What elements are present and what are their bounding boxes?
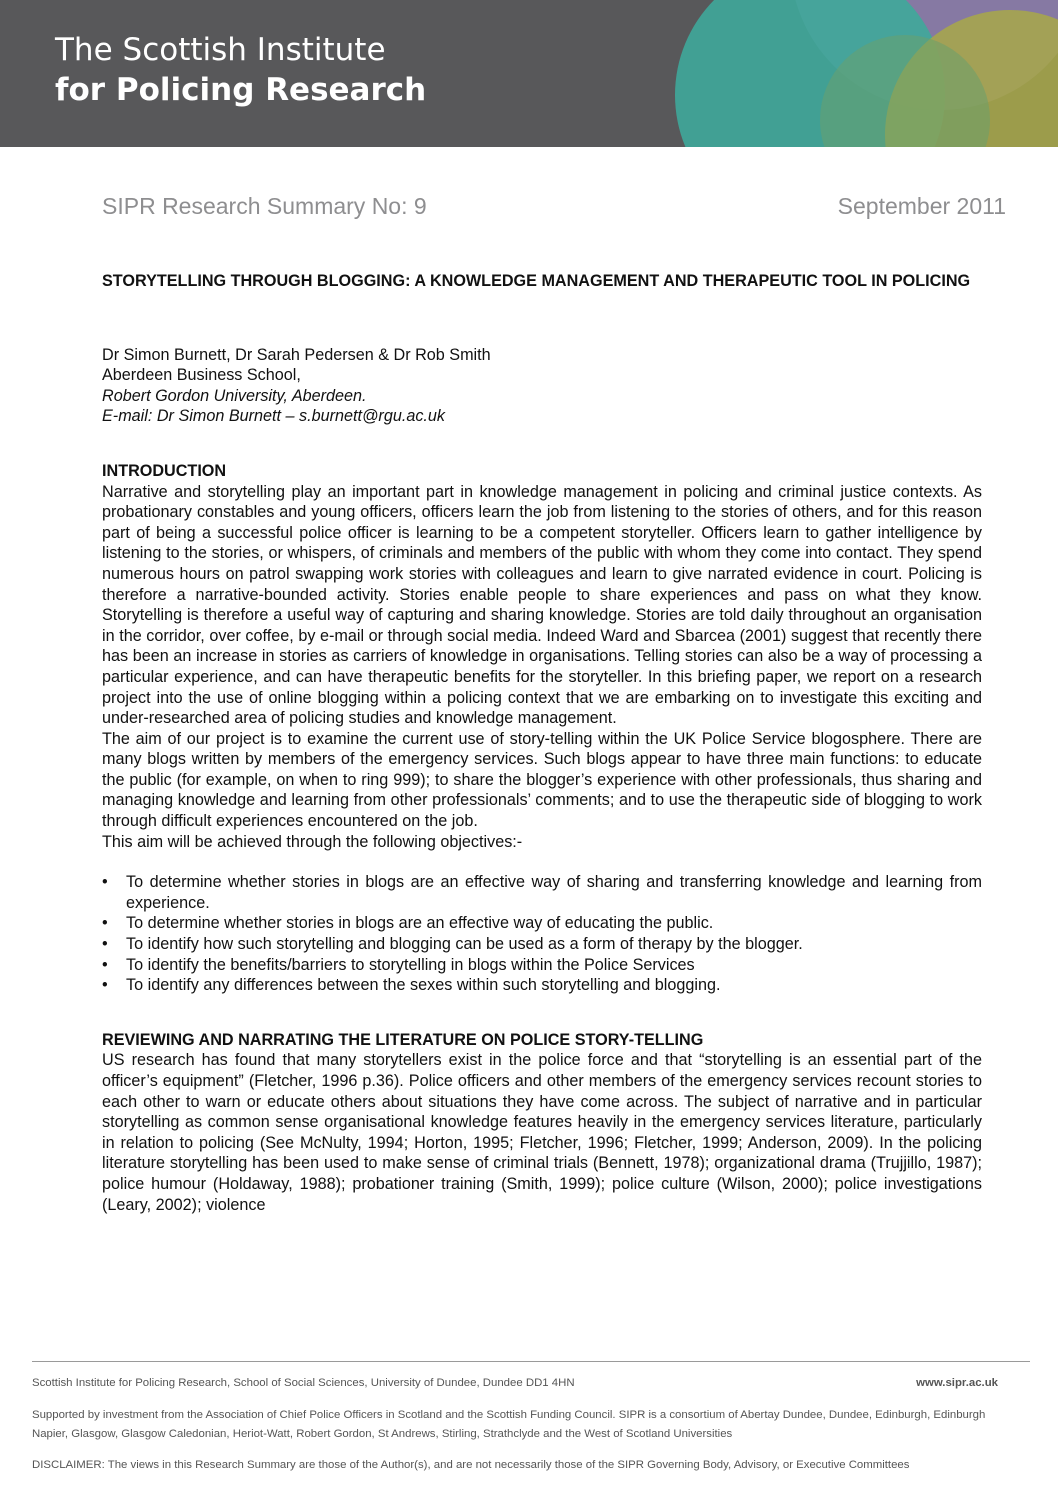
author-school: Aberdeen Business School, [102,366,301,385]
bullet-icon: • [102,914,108,933]
summary-meta [102,193,1006,220]
org-name-line1: The Scottish Institute [55,32,386,68]
series-number: SIPR Research Summary No: 9 [102,193,427,219]
header-banner [0,0,1058,147]
footer-address-row [32,1374,998,1393]
org-name-line2: for Policing Research [55,72,427,108]
list-item: • To identify the benefits/barriers to storytelling in blogs within the Police Services [102,955,695,974]
document-title: STORYTELLING THROUGH BLOGGING: A KNOWLEDGE MANAGEMENT AND THERAPEUTIC TOOL IN POLICING [102,272,971,290]
list-item: • To determine whether stories in blogs are an effective way of sharing and transferring knowledge and learning from experience. [102,873,982,912]
footer-url-link[interactable]: www.sipr.ac.uk [916,1377,998,1389]
intro-paragraph-1: Narrative and storytelling play an important part in knowledge management in policing and criminal justice contexts. As probationary constables and young officers, officers learn the job from listening to the stories of others, and for this reason part of being a successful police officer is learning to be a competent storyteller. Officers learn to gather intelligence by listening to the stories, or whispers, of criminals and members of the public with whom they come into contact. They spend numerous hours on patrol swapping work stories with colleagues and learn to give narrated evidence in court. Policing is therefore a narrative-bounded activity. Stories enable people to share experiences and pass on what they know. Storytelling is therefore a useful way of capturing and sharing knowledge. Stories are told daily throughout an organisation in the corridor, over coffee, by e-mail or through social media. Indeed Ward and Sbarcea (2001) suggest that recently there has been an increase in stories as carriers of knowledge in organisations. Telling stories can also be a way of processing a particular experience, and can have therapeutic benefits for the storyteller. In this briefing paper, we report on a research project into the use of online blogging within a policing context that we are embarking on to investigate this exciting and under-researched area of policing studies and knowledge management. [102,482,982,728]
bullet-icon: • [102,955,108,974]
org-name [55,30,426,110]
objectives-list [102,872,982,996]
publication-date: September 2011 [837,193,1006,219]
footer-address: Scottish Institute for Policing Research, School of Social Sciences, University of Dundee, Dundee DD1 4HN [32,1377,575,1389]
author-email: E-mail: Dr Simon Burnett – s.burnett@rgu.ac.uk [102,407,446,426]
bullet-icon: • [102,976,108,995]
author-names: Dr Simon Burnett, Dr Sarah Pedersen & Dr Rob Smith [102,345,491,364]
footer-support: Supported by investment from the Association of Chief Police Officers in Scotland and the Scottish Funding Council. SIPR is a consortium of Abertay Dundee, Dundee, Edinburgh, Edinburgh Napier, Glasgow, Glasgow Caledonian, Heriot-Watt, Robert Gordon, St Andrews, Stirling, Strathclyde and the West of Scotland Universities [32,1409,986,1440]
author-university: Robert Gordon University, Aberdeen. [102,386,367,405]
list-item: • To determine whether stories in blogs are an effective way of educating the public. [102,914,714,933]
literature-paragraph-1: US research has found that many storytellers exist in the police force and that “storytelling is an essential part of the officer’s equipment” (Fletcher, 1996 p.36). Police officers and other members of the emergency services recount stories to each other to warn or educate others about situations they have come across. The subject of narrative and in particular storytelling as common sense organisational knowledge features heavily in the emergency services literature, particularly in relation to policing (See McNulty, 1994; Horton, 1995; Fletcher, 1996; Fletcher, 1999; Anderson, 2009). In the policing literature storytelling has been used to make sense of criminal trials (Bennett, 1978); organizational drama (Trujjillo, 1987); police humour (Holdaway, 1988); probationer training (Smith, 1999); police culture (Wilson, 2000); police investigations (Leary, 2002); violence [102,1051,982,1214]
document-body [102,271,982,1215]
bullet-icon: • [102,873,108,892]
list-item: • To identify any differences between the sexes within such storytelling and blogging. [102,976,721,995]
bullet-icon: • [102,935,108,954]
footer-disclaimer: DISCLAIMER: The views in this Research Summary are those of the Author(s), and are not necessarily those of the SIPR Governing Body, Advisory, or Executive Committees [32,1459,910,1471]
section-heading-introduction: INTRODUCTION [102,461,227,480]
footer-divider [32,1361,1030,1362]
intro-paragraph-2: The aim of our project is to examine the current use of story-telling within the UK Police Service blogosphere. There are many blogs written by members of the emergency services. Such blogs appear to have three main functions: to educate the public (for example, on when to ring 999); to share the blogger’s experience with other professionals, thus sharing and managing knowledge and learning from other professionals’ comments; and to use the therapeutic side of blogging to work through difficult experiences encountered on the job. [102,729,982,831]
author-block [102,345,982,427]
list-item: • To identify how such storytelling and blogging can be used as a form of therapy by the blogger. [102,935,803,954]
intro-paragraph-3: This aim will be achieved through the following objectives:- [102,832,523,851]
section-heading-literature: REVIEWING AND NARRATING THE LITERATURE ON POLICE STORY-TELLING [102,1030,704,1049]
